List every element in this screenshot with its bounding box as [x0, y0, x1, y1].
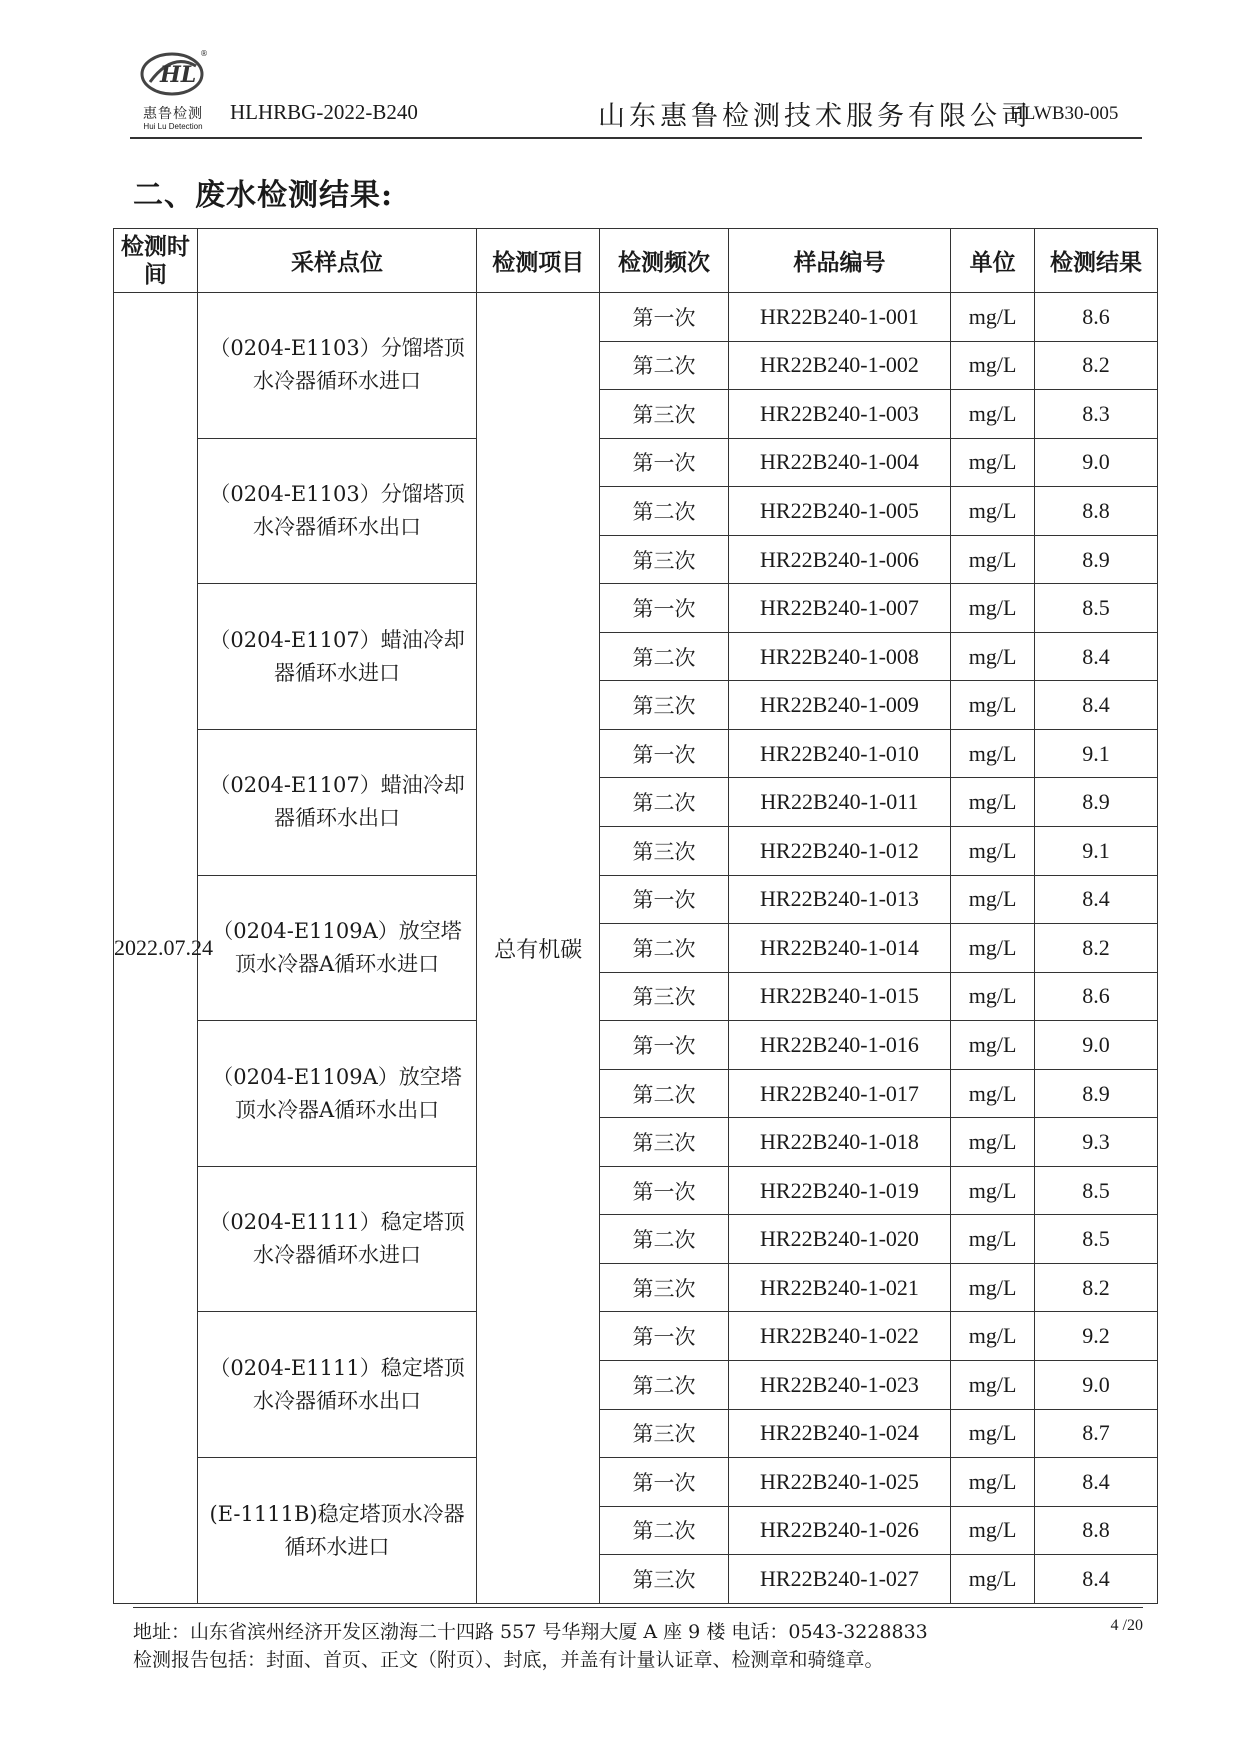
cell-result: 9.2	[1035, 1312, 1158, 1361]
svg-text:®: ®	[200, 49, 208, 58]
cell-sample-no: HR22B240-1-016	[728, 1021, 950, 1070]
report-number: HLHRBG-2022-B240	[230, 100, 418, 124]
cell-result: 8.2	[1035, 341, 1158, 390]
cell-result: 8.2	[1035, 1263, 1158, 1312]
cell-frequency: 第三次	[600, 535, 729, 584]
cell-frequency: 第二次	[600, 1361, 729, 1410]
cell-result: 8.7	[1035, 1409, 1158, 1458]
header-result: 检测结果	[1035, 229, 1158, 293]
table-row	[114, 293, 1158, 342]
cell-frequency: 第一次	[600, 1312, 729, 1361]
cell-frequency: 第二次	[600, 924, 729, 973]
cell-unit: mg/L	[951, 341, 1035, 390]
footer-note: 检测报告包括：封面、首页、正文（附页）、封底，并盖有计量认证章、检测章和骑缝章。	[133, 1649, 884, 1671]
cell-sample-no: HR22B240-1-011	[728, 778, 950, 827]
cell-sample-no: HR22B240-1-003	[728, 390, 950, 439]
cell-result: 8.4	[1035, 1555, 1158, 1604]
cell-result: 9.3	[1035, 1118, 1158, 1167]
cell-sample-no: HR22B240-1-012	[728, 827, 950, 876]
page-number: 4 /20	[1110, 1617, 1143, 1634]
header-date: 检测时间	[114, 229, 198, 293]
cell-unit: mg/L	[951, 535, 1035, 584]
cell-result: 8.5	[1035, 1215, 1158, 1264]
cell-unit: mg/L	[951, 487, 1035, 536]
cell-unit: mg/L	[951, 1458, 1035, 1507]
cell-frequency: 第一次	[600, 1458, 729, 1507]
header-divider	[130, 137, 1142, 139]
cell-sample-no: HR22B240-1-014	[728, 924, 950, 973]
cell-sample-no: HR22B240-1-005	[728, 487, 950, 536]
table-row	[114, 584, 1158, 633]
cell-unit: mg/L	[951, 1555, 1035, 1604]
section-title: 二、废水检测结果:	[133, 178, 394, 213]
cell-unit: mg/L	[951, 1409, 1035, 1458]
header-sample-no: 样品编号	[728, 229, 950, 293]
cell-sample-no: HR22B240-1-010	[728, 729, 950, 778]
cell-site: (E-1111B)稳定塔顶水冷器循环水进口	[197, 1458, 476, 1604]
cell-frequency: 第一次	[600, 729, 729, 778]
cell-site: （0204-E1103）分馏塔顶水冷器循环水出口	[197, 438, 476, 584]
cell-sample-no: HR22B240-1-026	[728, 1506, 950, 1555]
table-row	[114, 729, 1158, 778]
cell-unit: mg/L	[951, 972, 1035, 1021]
cell-unit: mg/L	[951, 1263, 1035, 1312]
table-row	[114, 1458, 1158, 1507]
cell-result: 8.9	[1035, 1069, 1158, 1118]
cell-unit: mg/L	[951, 1361, 1035, 1410]
form-number: HLWB30-005	[1010, 103, 1119, 124]
cell-result: 9.0	[1035, 1021, 1158, 1070]
results-table	[113, 228, 1158, 1604]
cell-unit: mg/L	[951, 1021, 1035, 1070]
cell-result: 8.3	[1035, 390, 1158, 439]
cell-site: （0204-E1109A）放空塔顶水冷器A循环水进口	[197, 875, 476, 1021]
cell-result: 8.5	[1035, 584, 1158, 633]
cell-sample-no: HR22B240-1-019	[728, 1166, 950, 1215]
header-unit: 单位	[951, 229, 1035, 293]
cell-frequency: 第一次	[600, 438, 729, 487]
cell-unit: mg/L	[951, 390, 1035, 439]
cell-unit: mg/L	[951, 1215, 1035, 1264]
cell-result: 9.1	[1035, 729, 1158, 778]
cell-site: （0204-E1111）稳定塔顶水冷器循环水进口	[197, 1166, 476, 1312]
company-name: 山东惠鲁检测技术服务有限公司	[598, 101, 1032, 132]
cell-site: （0204-E1109A）放空塔顶水冷器A循环水出口	[197, 1021, 476, 1167]
cell-result: 9.0	[1035, 438, 1158, 487]
cell-result: 8.9	[1035, 778, 1158, 827]
cell-unit: mg/L	[951, 875, 1035, 924]
cell-unit: mg/L	[951, 729, 1035, 778]
cell-sample-no: HR22B240-1-020	[728, 1215, 950, 1264]
table-header-row	[114, 229, 1158, 293]
cell-sample-no: HR22B240-1-017	[728, 1069, 950, 1118]
logo-text-cn: 惠鲁检测	[143, 106, 203, 122]
cell-sample-no: HR22B240-1-022	[728, 1312, 950, 1361]
cell-unit: mg/L	[951, 1312, 1035, 1361]
cell-frequency: 第二次	[600, 341, 729, 390]
cell-sample-no: HR22B240-1-004	[728, 438, 950, 487]
cell-unit: mg/L	[951, 778, 1035, 827]
cell-frequency: 第三次	[600, 827, 729, 876]
header-item: 检测项目	[477, 229, 600, 293]
footer-divider	[133, 1607, 1143, 1608]
cell-frequency: 第一次	[600, 875, 729, 924]
cell-site: （0204-E1111）稳定塔顶水冷器循环水出口	[197, 1312, 476, 1458]
cell-unit: mg/L	[951, 1506, 1035, 1555]
cell-unit: mg/L	[951, 293, 1035, 342]
cell-frequency: 第一次	[600, 1021, 729, 1070]
cell-result: 8.5	[1035, 1166, 1158, 1215]
table-row	[114, 1021, 1158, 1070]
cell-sample-no: HR22B240-1-023	[728, 1361, 950, 1410]
header-site: 采样点位	[197, 229, 476, 293]
table-row	[114, 438, 1158, 487]
cell-result: 8.2	[1035, 924, 1158, 973]
cell-frequency: 第三次	[600, 390, 729, 439]
cell-sample-no: HR22B240-1-018	[728, 1118, 950, 1167]
cell-sample-no: HR22B240-1-006	[728, 535, 950, 584]
cell-sample-no: HR22B240-1-015	[728, 972, 950, 1021]
cell-site: （0204-E1103）分馏塔顶水冷器循环水进口	[197, 293, 476, 439]
logo-emblem-icon	[138, 48, 208, 102]
table-row	[114, 1166, 1158, 1215]
cell-sample-no: HR22B240-1-025	[728, 1458, 950, 1507]
cell-sample-no: HR22B240-1-008	[728, 632, 950, 681]
header-frequency: 检测频次	[600, 229, 729, 293]
company-logo	[130, 48, 216, 131]
cell-result: 8.8	[1035, 487, 1158, 536]
table-row	[114, 1312, 1158, 1361]
cell-frequency: 第三次	[600, 681, 729, 730]
cell-sample-no: HR22B240-1-002	[728, 341, 950, 390]
cell-result: 8.6	[1035, 972, 1158, 1021]
cell-site: （0204-E1107）蜡油冷却器循环水进口	[197, 584, 476, 730]
cell-unit: mg/L	[951, 584, 1035, 633]
cell-unit: mg/L	[951, 1118, 1035, 1167]
table-row	[114, 875, 1158, 924]
logo-text-en: Hui Lu Detection	[143, 122, 203, 131]
cell-result: 8.6	[1035, 293, 1158, 342]
cell-frequency: 第三次	[600, 1118, 729, 1167]
cell-result: 8.4	[1035, 875, 1158, 924]
cell-result: 8.8	[1035, 1506, 1158, 1555]
cell-frequency: 第二次	[600, 1215, 729, 1264]
cell-sample-no: HR22B240-1-009	[728, 681, 950, 730]
cell-unit: mg/L	[951, 681, 1035, 730]
cell-date: 2022.07.24	[114, 293, 198, 1604]
cell-unit: mg/L	[951, 438, 1035, 487]
cell-result: 8.4	[1035, 681, 1158, 730]
svg-text:HL: HL	[160, 62, 197, 88]
cell-result: 8.4	[1035, 632, 1158, 681]
cell-result: 9.0	[1035, 1361, 1158, 1410]
cell-result: 8.9	[1035, 535, 1158, 584]
cell-result: 8.4	[1035, 1458, 1158, 1507]
cell-sample-no: HR22B240-1-001	[728, 293, 950, 342]
cell-frequency: 第二次	[600, 1506, 729, 1555]
cell-unit: mg/L	[951, 827, 1035, 876]
cell-frequency: 第二次	[600, 632, 729, 681]
cell-frequency: 第一次	[600, 293, 729, 342]
cell-sample-no: HR22B240-1-021	[728, 1263, 950, 1312]
cell-item: 总有机碳	[477, 293, 600, 1604]
cell-unit: mg/L	[951, 1166, 1035, 1215]
cell-sample-no: HR22B240-1-007	[728, 584, 950, 633]
cell-sample-no: HR22B240-1-013	[728, 875, 950, 924]
cell-sample-no: HR22B240-1-024	[728, 1409, 950, 1458]
cell-sample-no: HR22B240-1-027	[728, 1555, 950, 1604]
cell-frequency: 第二次	[600, 487, 729, 536]
cell-result: 9.1	[1035, 827, 1158, 876]
cell-frequency: 第二次	[600, 778, 729, 827]
footer-address: 地址：山东省滨州经济开发区渤海二十四路 557 号华翔大厦 A 座 9 楼 电话：0543-3228833	[133, 1621, 928, 1643]
cell-unit: mg/L	[951, 632, 1035, 681]
cell-frequency: 第一次	[600, 1166, 729, 1215]
cell-frequency: 第二次	[600, 1069, 729, 1118]
cell-frequency: 第三次	[600, 1409, 729, 1458]
cell-frequency: 第三次	[600, 1555, 729, 1604]
cell-frequency: 第三次	[600, 1263, 729, 1312]
page-header	[130, 40, 1142, 140]
cell-site: （0204-E1107）蜡油冷却器循环水出口	[197, 729, 476, 875]
cell-unit: mg/L	[951, 1069, 1035, 1118]
cell-frequency: 第一次	[600, 584, 729, 633]
cell-unit: mg/L	[951, 924, 1035, 973]
cell-frequency: 第三次	[600, 972, 729, 1021]
